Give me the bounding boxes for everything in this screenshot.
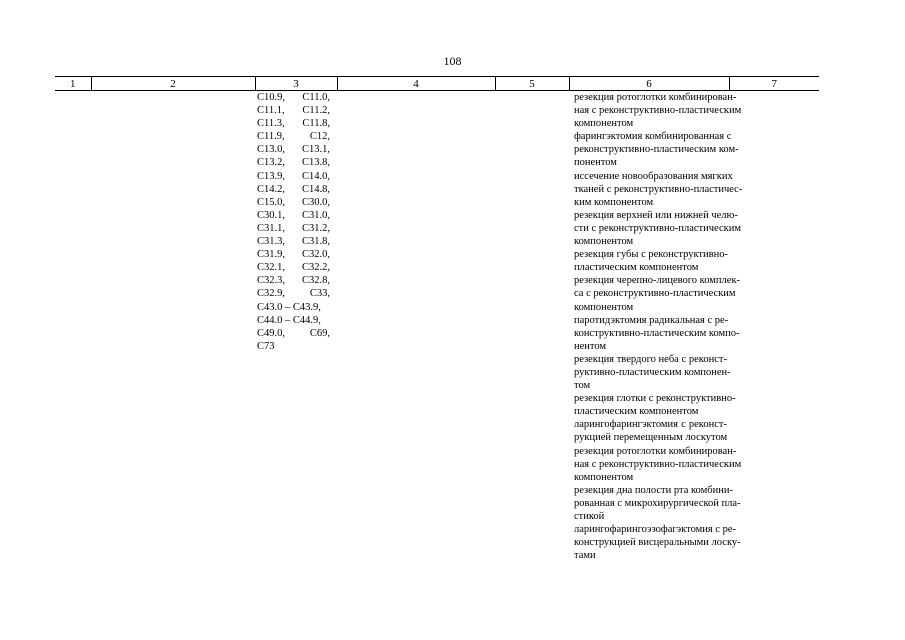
diagnosis-code: C15.0, (257, 196, 286, 208)
diagnosis-code: C73 (257, 340, 275, 352)
diagnosis-code: C32.1, (257, 262, 286, 274)
diagnosis-code: C11.2, (302, 105, 330, 117)
treatment-line: ларингофарингэктомия с реконст- (574, 419, 727, 431)
diagnosis-code: C32.8, (301, 275, 330, 287)
treatment-line: компонентом (574, 118, 634, 130)
treatment-line: резекция верхней или нижней челю- (574, 209, 738, 221)
treatment-line: резекция губы с реконструктивно- (574, 249, 728, 261)
column-header-3: 3 (255, 77, 337, 91)
diagnosis-code: C31.8, (301, 236, 330, 248)
treatment-entry (574, 170, 743, 209)
code-line (257, 340, 330, 353)
treatment-line: рованная с микрохирургической пла- (574, 497, 741, 509)
diagnosis-codes (255, 91, 337, 353)
code-line (257, 274, 330, 287)
column-header-7: 7 (729, 77, 819, 91)
treatment-entry (574, 91, 742, 130)
code-line (257, 222, 330, 235)
column-header-2: 2 (91, 77, 255, 91)
treatment-line: ная с реконструктивно-пластическим (574, 458, 742, 470)
code-line (257, 170, 330, 183)
diagnosis-code: C32.0, (301, 249, 330, 261)
treatment-line: компонентом (574, 301, 634, 313)
cell-col-5 (495, 91, 569, 563)
code-line (257, 196, 330, 209)
cell-col-1 (55, 91, 91, 563)
cell-col-2 (91, 91, 255, 563)
code-line (257, 248, 330, 261)
treatment-line: нентом (574, 340, 607, 352)
diagnosis-code: C43.0 – C43.9, (257, 301, 321, 313)
diagnosis-code: C14.8, (301, 183, 330, 195)
code-line (257, 314, 330, 327)
code-line (257, 91, 330, 104)
diagnosis-code: C13.1, (301, 144, 330, 156)
diagnosis-code: C10.9, (257, 92, 286, 103)
treatment-entry (574, 274, 741, 313)
treatment-line: пластическим компонентом (574, 406, 699, 418)
code-line (257, 156, 330, 169)
cell-col-6-treatments (569, 91, 743, 563)
treatment-line: ная с реконструктивно-пластическим (574, 105, 742, 117)
treatment-line: ларингофарингоэзофагэктомия с ре- (574, 524, 737, 536)
diagnosis-code: C11.8, (302, 118, 330, 130)
treatment-line: паротидэктомия радикальная с ре- (574, 314, 729, 326)
treatment-entry (574, 392, 736, 418)
treatment-line: реконструктивно-пластическим ком- (574, 144, 739, 156)
treatment-line: компонентом (574, 471, 634, 483)
treatment-line: том (574, 380, 591, 392)
code-line (257, 183, 330, 196)
diagnosis-code: C31.9, (257, 249, 286, 261)
treatment-line: резекция дна полости рта комбини- (574, 484, 733, 496)
treatment-line: компонентом (574, 236, 634, 248)
treatment-entry (574, 484, 741, 523)
treatment-line: ким компонентом (574, 196, 654, 208)
diagnosis-code: C11.0, (302, 92, 330, 103)
treatment-entry (574, 353, 731, 392)
treatment-line: рукцией перемещенным лоскутом (574, 432, 728, 444)
diagnosis-code: C32.2, (301, 262, 330, 274)
treatment-line: резекция ротоглотки комбинирован- (574, 92, 737, 103)
treatment-entry (574, 248, 727, 274)
code-line (257, 301, 330, 314)
code-line (257, 235, 330, 248)
treatment-entry (574, 314, 740, 353)
diagnosis-code: C11.1, (257, 105, 285, 117)
treatment-line: пластическим компонентом (574, 262, 699, 274)
table-row (55, 91, 819, 563)
column-header-5: 5 (495, 77, 569, 91)
diagnosis-code: C69, (309, 327, 330, 339)
column-header-4: 4 (337, 77, 495, 91)
diagnosis-code: C30.0, (301, 196, 330, 208)
diagnosis-code: C33, (309, 288, 330, 300)
diagnosis-code: C32.3, (257, 275, 286, 287)
treatment-line: тканей с реконструктивно-пластичес- (574, 183, 743, 195)
treatment-line: стикой (574, 511, 605, 522)
diagnosis-code: C31.2, (301, 222, 330, 234)
diagnosis-code: C13.9, (257, 170, 286, 182)
column-header-1: 1 (55, 77, 91, 91)
diagnosis-code: C32.9, (257, 288, 286, 300)
code-line (257, 117, 330, 130)
code-line (257, 130, 330, 143)
treatment-line: резекция ротоглотки комбинирован- (574, 445, 737, 457)
treatment-line: конструкцией висцеральными лоску- (574, 537, 741, 549)
diagnosis-code: C13.8, (301, 157, 330, 169)
diagnosis-code: C13.0, (257, 144, 286, 156)
diagnosis-code: C44.0 – C44.9, (257, 314, 321, 326)
diagnosis-code: C11.3, (257, 118, 285, 130)
treatment-list (569, 91, 743, 562)
cell-col-3-codes (255, 91, 337, 563)
diagnosis-code: C49.0, (257, 327, 286, 339)
treatment-line: иссечение новообразования мягких (574, 170, 733, 182)
treatment-line: тами (574, 550, 596, 562)
table-header-row (55, 77, 819, 91)
diagnosis-code: C14.2, (257, 183, 286, 195)
treatment-entry (574, 445, 742, 484)
treatment-line: резекция глотки с реконструктивно- (574, 393, 736, 405)
treatment-line: резекция черепно-лицевого комплек- (574, 275, 741, 287)
treatment-line: понентом (574, 157, 617, 169)
column-header-6: 6 (569, 77, 729, 91)
code-line (257, 261, 330, 274)
treatment-line: резекция твердого неба с реконст- (574, 353, 727, 365)
diagnosis-code: C31.3, (257, 236, 286, 248)
code-line (257, 143, 330, 156)
treatment-line: конструктивно-пластическим компо- (574, 327, 740, 339)
treatment-entry (574, 418, 727, 444)
treatment-line: руктивно-пластическим компонен- (574, 366, 731, 378)
diagnosis-code: C31.1, (257, 222, 286, 234)
diagnosis-code: C31.0, (301, 209, 330, 221)
treatment-entry (574, 130, 739, 169)
treatment-line: са с реконструктивно-пластическим (574, 288, 736, 300)
code-line (257, 209, 330, 222)
diagnosis-code: C30.1, (257, 209, 286, 221)
code-line (257, 327, 330, 340)
diagnosis-code: C11.9, (257, 131, 285, 143)
diagnosis-code: C14.0, (301, 170, 330, 182)
treatment-entry (574, 523, 741, 562)
cell-col-7 (729, 91, 819, 563)
treatment-entry (574, 209, 741, 248)
cell-col-4 (337, 91, 495, 563)
code-line (257, 287, 330, 300)
diagnosis-code: C12, (309, 131, 330, 143)
treatment-line: фарингэктомия комбинированная с (574, 131, 732, 143)
code-line (257, 104, 330, 117)
treatment-table (55, 76, 819, 562)
diagnosis-code: C13.2, (257, 157, 286, 169)
treatment-line: сти с реконструктивно-пластическим (574, 222, 741, 234)
page-number: 108 (443, 54, 462, 68)
